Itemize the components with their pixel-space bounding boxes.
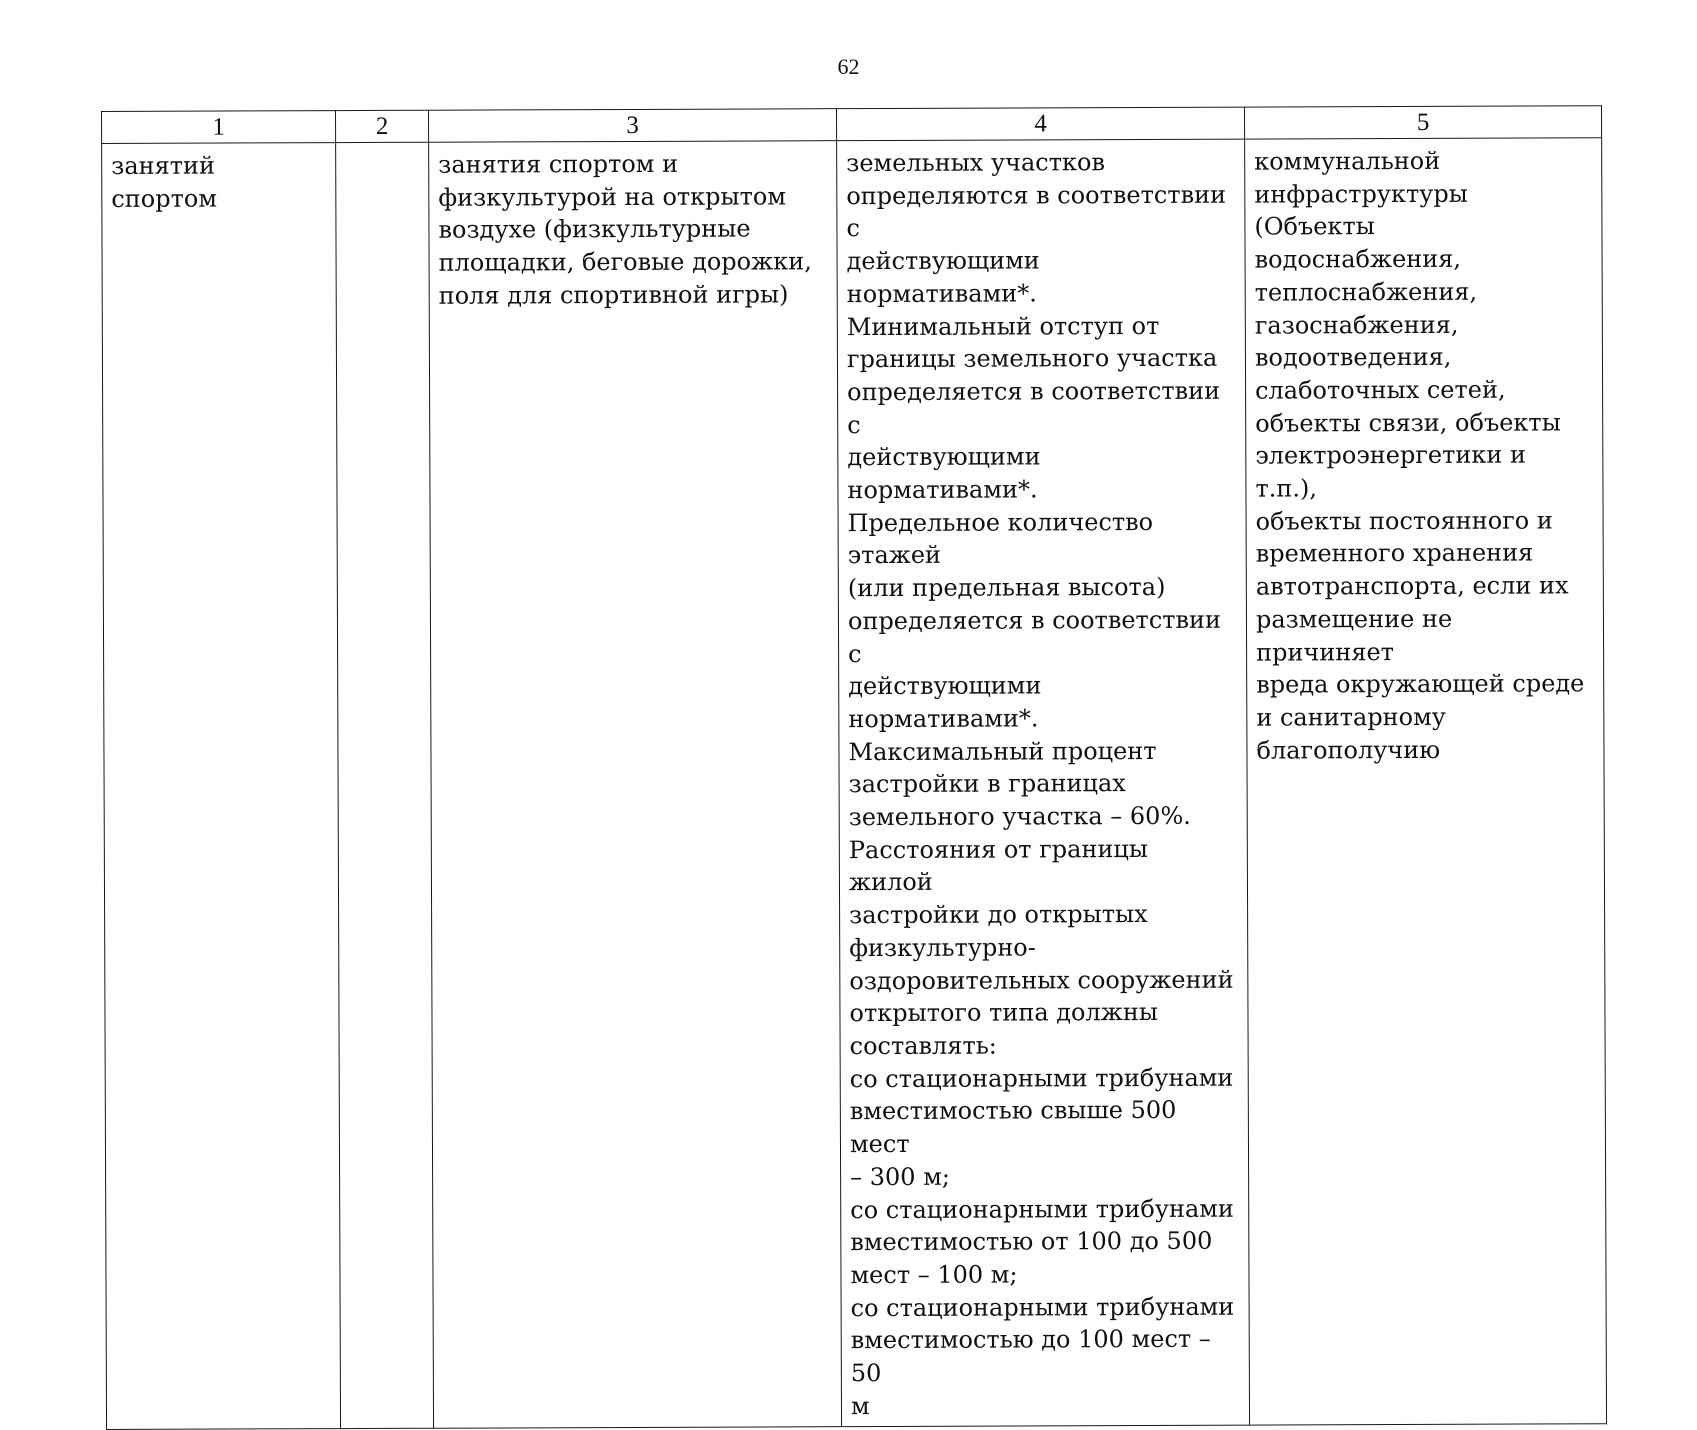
table-cell-col3 (429, 141, 842, 1429)
page-number: 62 (837, 54, 860, 79)
regulations-table (101, 105, 1607, 1430)
code-text (336, 143, 428, 153)
use-description-text: занятия спортом и физкультурой на открытом воздухе (физкультурные площадки, беговые дорожки, поля для спортивной игры) (438, 149, 812, 310)
table-cell-col2 (336, 142, 434, 1429)
table-cell-col4 (837, 139, 1250, 1427)
table-cell-col5 (1245, 138, 1607, 1426)
column-header-2: 2 (336, 110, 429, 142)
column-header-5: 5 (1244, 106, 1601, 139)
parameters-text: земельных участков определяются в соответствии с действующими нормативами*. Минимальный отступ от границы земельного участка определяется в соответствии с действующими нормативами*. Предельное количество этажей (или предельная высота) определяется в соответствии с действующими нормативами*. Максимальный процент застройки в границах земельного участка – 60%. Расстояния от границы жилой застройки до открытых физкультурно- оздоровительных сооружений открытого типа должны составлять: со стационарными трибунами вместимостью свыше 500 мест – 300 м; со стационарными трибунами вместимостью от 100 до 500 мест – 100 м; со стационарными трибунами вместимостью до 100 мест – 50 м (846, 148, 1235, 1420)
auxiliary-uses-text: коммунальной инфраструктуры (Объекты водоснабжения, теплоснабжения, газоснабжения, водоотведения, слаботочных сетей, объекты связи, объекты электроэнергетики и т.п.), объекты постоянного и временного хранения автотранспорта, если их размещение не причиняет вреда окружающей среде и санитарному благополучию (1254, 146, 1585, 765)
table-cell-col1 (102, 143, 341, 1430)
column-header-4: 4 (836, 107, 1244, 141)
column-header-1: 1 (102, 111, 336, 144)
column-header-3: 3 (428, 109, 836, 143)
table-row (102, 138, 1607, 1430)
land-use-type-text: занятий спортом (111, 151, 218, 213)
